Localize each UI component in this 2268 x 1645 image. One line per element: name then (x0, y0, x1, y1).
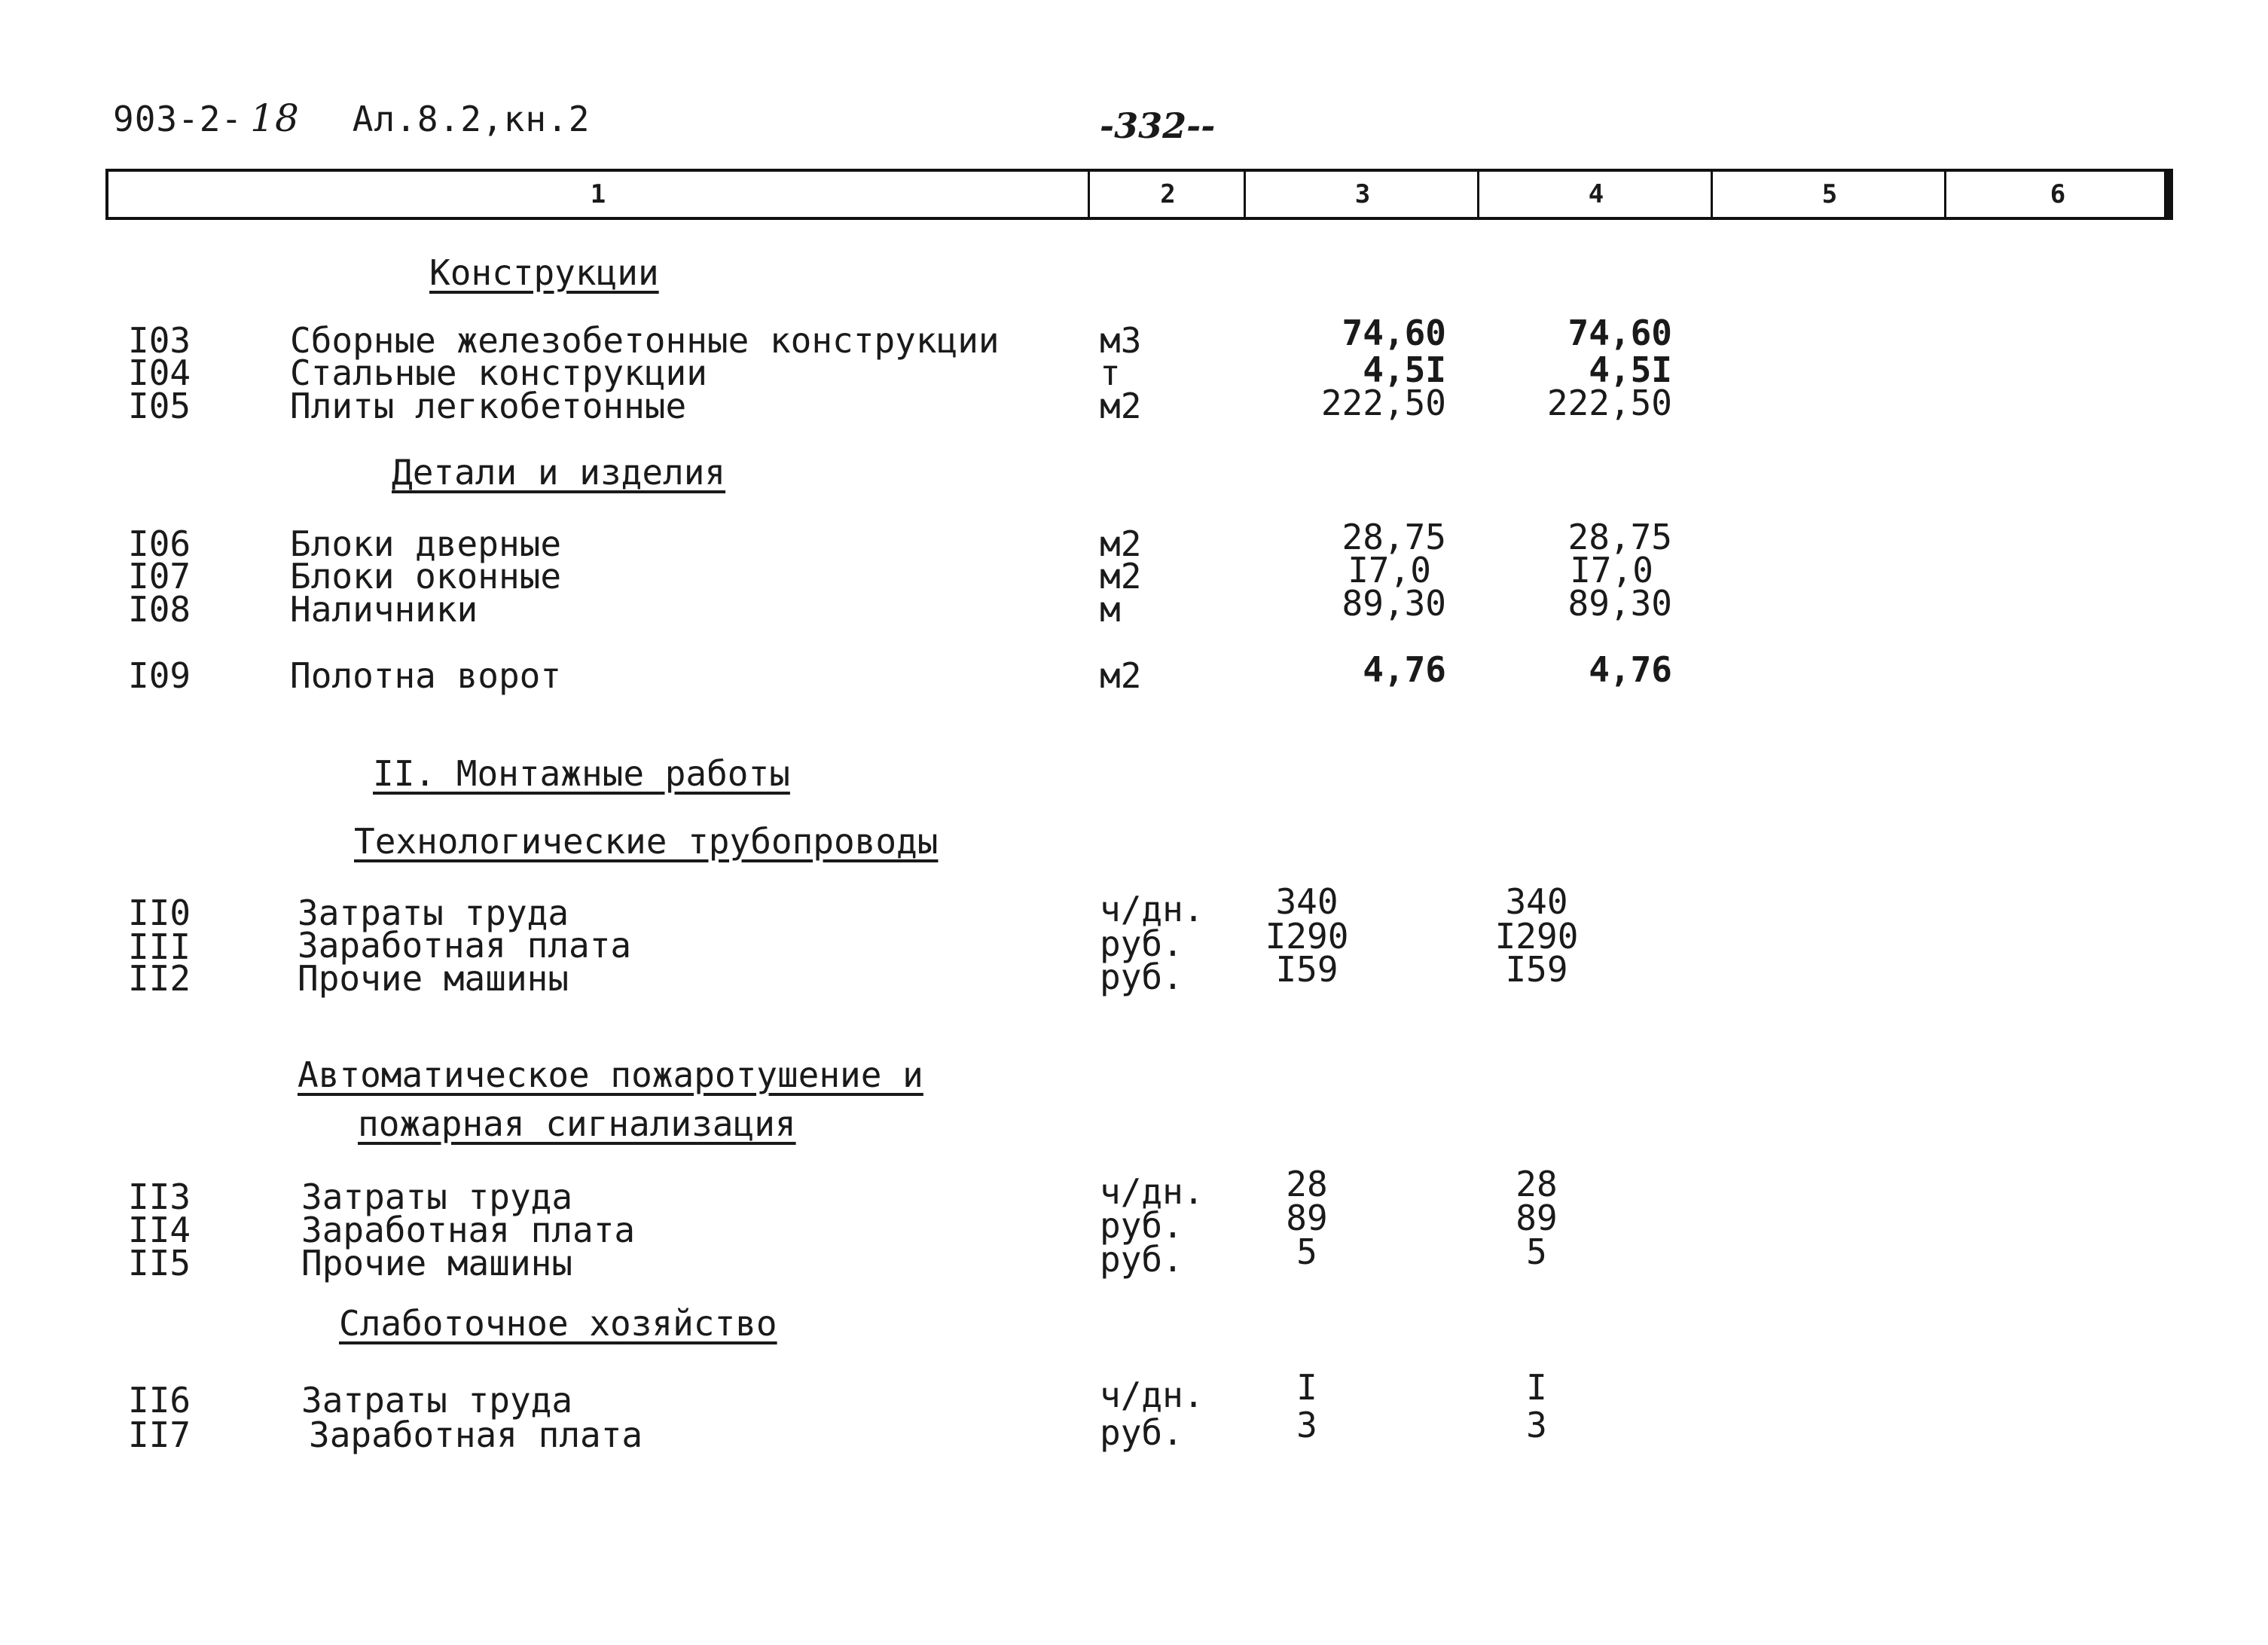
row-name-text: Сборные железобетонные конструкции (290, 320, 1000, 361)
col-header-4: 4 (1477, 172, 1713, 217)
col-header-3: 3 (1244, 172, 1479, 217)
row-unit: м3 (1100, 320, 1142, 361)
row-unit: руб. (1100, 1412, 1183, 1453)
row-name: Стальные конструкции (290, 352, 707, 393)
row-name: Наличники (290, 589, 478, 630)
row-value-col3: 340 (1275, 881, 1339, 922)
section-title-text: II. Монтажные работы (373, 753, 790, 794)
row-unit: м2 (1100, 386, 1142, 426)
row-value-col4: 4,76 (1589, 649, 1672, 690)
row-unit: м (1100, 589, 1121, 630)
row-value-col3: 74,60 (1342, 313, 1446, 353)
row-value-col4: 74,60 (1567, 313, 1672, 353)
row-value-col4: I290 (1494, 916, 1579, 957)
row-value-col4: 28 (1516, 1164, 1558, 1204)
album-reference: Ал.8.2,кн.2 (352, 99, 591, 139)
row-number: I03 (128, 320, 191, 361)
row-name: Блоки дверные (290, 523, 562, 564)
row-value-col3: I59 (1275, 949, 1339, 990)
row-number: I05 (128, 386, 191, 426)
doc-code-typed: 903-2- (113, 99, 243, 139)
row-name: Прочие машины (298, 958, 569, 999)
col-header-2: 2 (1088, 172, 1246, 217)
row-unit: руб. (1100, 1205, 1183, 1246)
section-title-continued: пожарная сигнализация (358, 1103, 796, 1144)
row-number: III (128, 926, 191, 967)
row-value-col3: 28,75 (1342, 517, 1446, 557)
row-value-col3: 28 (1286, 1164, 1328, 1204)
row-unit: ч/дн. (1100, 889, 1204, 929)
row-name: Полотна ворот (290, 655, 562, 696)
row-number: II4 (128, 1210, 191, 1250)
section-title: Слаботочное хозяйство (339, 1303, 777, 1344)
row-value-col3: 89 (1286, 1198, 1328, 1238)
row-value-col3: 4,76 (1363, 649, 1446, 690)
row-value-col4: 89 (1516, 1198, 1558, 1238)
page-number: -332-- (1100, 105, 1216, 146)
row-name: Заработная плата (301, 1210, 636, 1250)
row-value-col3: 4,5I (1363, 349, 1446, 390)
doc-code-handwritten: 18 (250, 96, 300, 140)
row-value-col4: 89,30 (1567, 583, 1672, 624)
row-value-col4: I59 (1505, 949, 1568, 990)
row-name: Затраты труда (298, 893, 569, 933)
row-value-col3: I (1296, 1367, 1317, 1408)
row-unit: ч/дн. (1100, 1171, 1204, 1212)
row-number: I06 (128, 523, 191, 564)
section-title: Конструкции (429, 252, 659, 293)
column-header-bar (105, 169, 2173, 220)
row-number: II7 (128, 1415, 191, 1455)
row-name: Затраты труда (301, 1177, 573, 1217)
row-number: I07 (128, 556, 191, 597)
row-value-col4: I7,0 (1570, 550, 1653, 591)
section-title: Технологические трубопроводы (354, 821, 939, 862)
row-value-col4: I (1526, 1367, 1547, 1408)
row-number: II0 (128, 893, 191, 933)
row-unit: м2 (1100, 655, 1142, 696)
row-unit: руб. (1100, 957, 1183, 997)
row-value-col3: I290 (1265, 916, 1349, 957)
row-value-col4: 340 (1505, 881, 1568, 922)
row-name: Заработная плата (298, 925, 632, 966)
section-title: Автоматическое пожаротушение и (298, 1054, 923, 1095)
row-value-col4: 28,75 (1567, 517, 1672, 557)
row-name: Прочие машины (301, 1243, 573, 1283)
row-number: I09 (128, 655, 191, 696)
row-unit: т (1100, 352, 1121, 393)
row-number: II6 (128, 1380, 191, 1421)
row-name: Затраты труда (301, 1380, 573, 1421)
row-name: Заработная плата (309, 1415, 643, 1455)
document-code (113, 96, 590, 140)
row-unit: руб. (1100, 923, 1183, 964)
row-unit: м2 (1100, 556, 1142, 597)
row-value-col4: 3 (1526, 1405, 1547, 1445)
row-number: II3 (128, 1177, 191, 1217)
row-value-col4: 222,50 (1546, 383, 1672, 423)
row-value-col4: 4,5I (1589, 349, 1672, 390)
row-unit: ч/дн. (1100, 1375, 1204, 1415)
col-header-1: 1 (590, 179, 606, 209)
section-title (373, 753, 790, 794)
row-number: II2 (128, 958, 191, 999)
row-unit: м2 (1100, 523, 1142, 564)
row-name: Плиты легкобетонные (290, 386, 687, 426)
row-number: I04 (128, 352, 191, 393)
section-title: Детали и изделия (392, 452, 726, 493)
row-value-col4: 5 (1526, 1231, 1547, 1272)
row-value-col3: 222,50 (1320, 383, 1446, 423)
row-value-col3: I7,0 (1348, 550, 1431, 591)
row-name: Блоки оконные (290, 556, 562, 597)
row-unit: руб. (1100, 1239, 1183, 1280)
col-header-6: 6 (1944, 172, 2169, 217)
row-value-col3: 5 (1296, 1231, 1317, 1272)
row-number: I08 (128, 589, 191, 630)
row-value-col3: 3 (1296, 1405, 1317, 1445)
row-value-col3: 89,30 (1342, 583, 1446, 624)
row-number: II5 (128, 1243, 191, 1283)
col-header-5: 5 (1711, 172, 1946, 217)
